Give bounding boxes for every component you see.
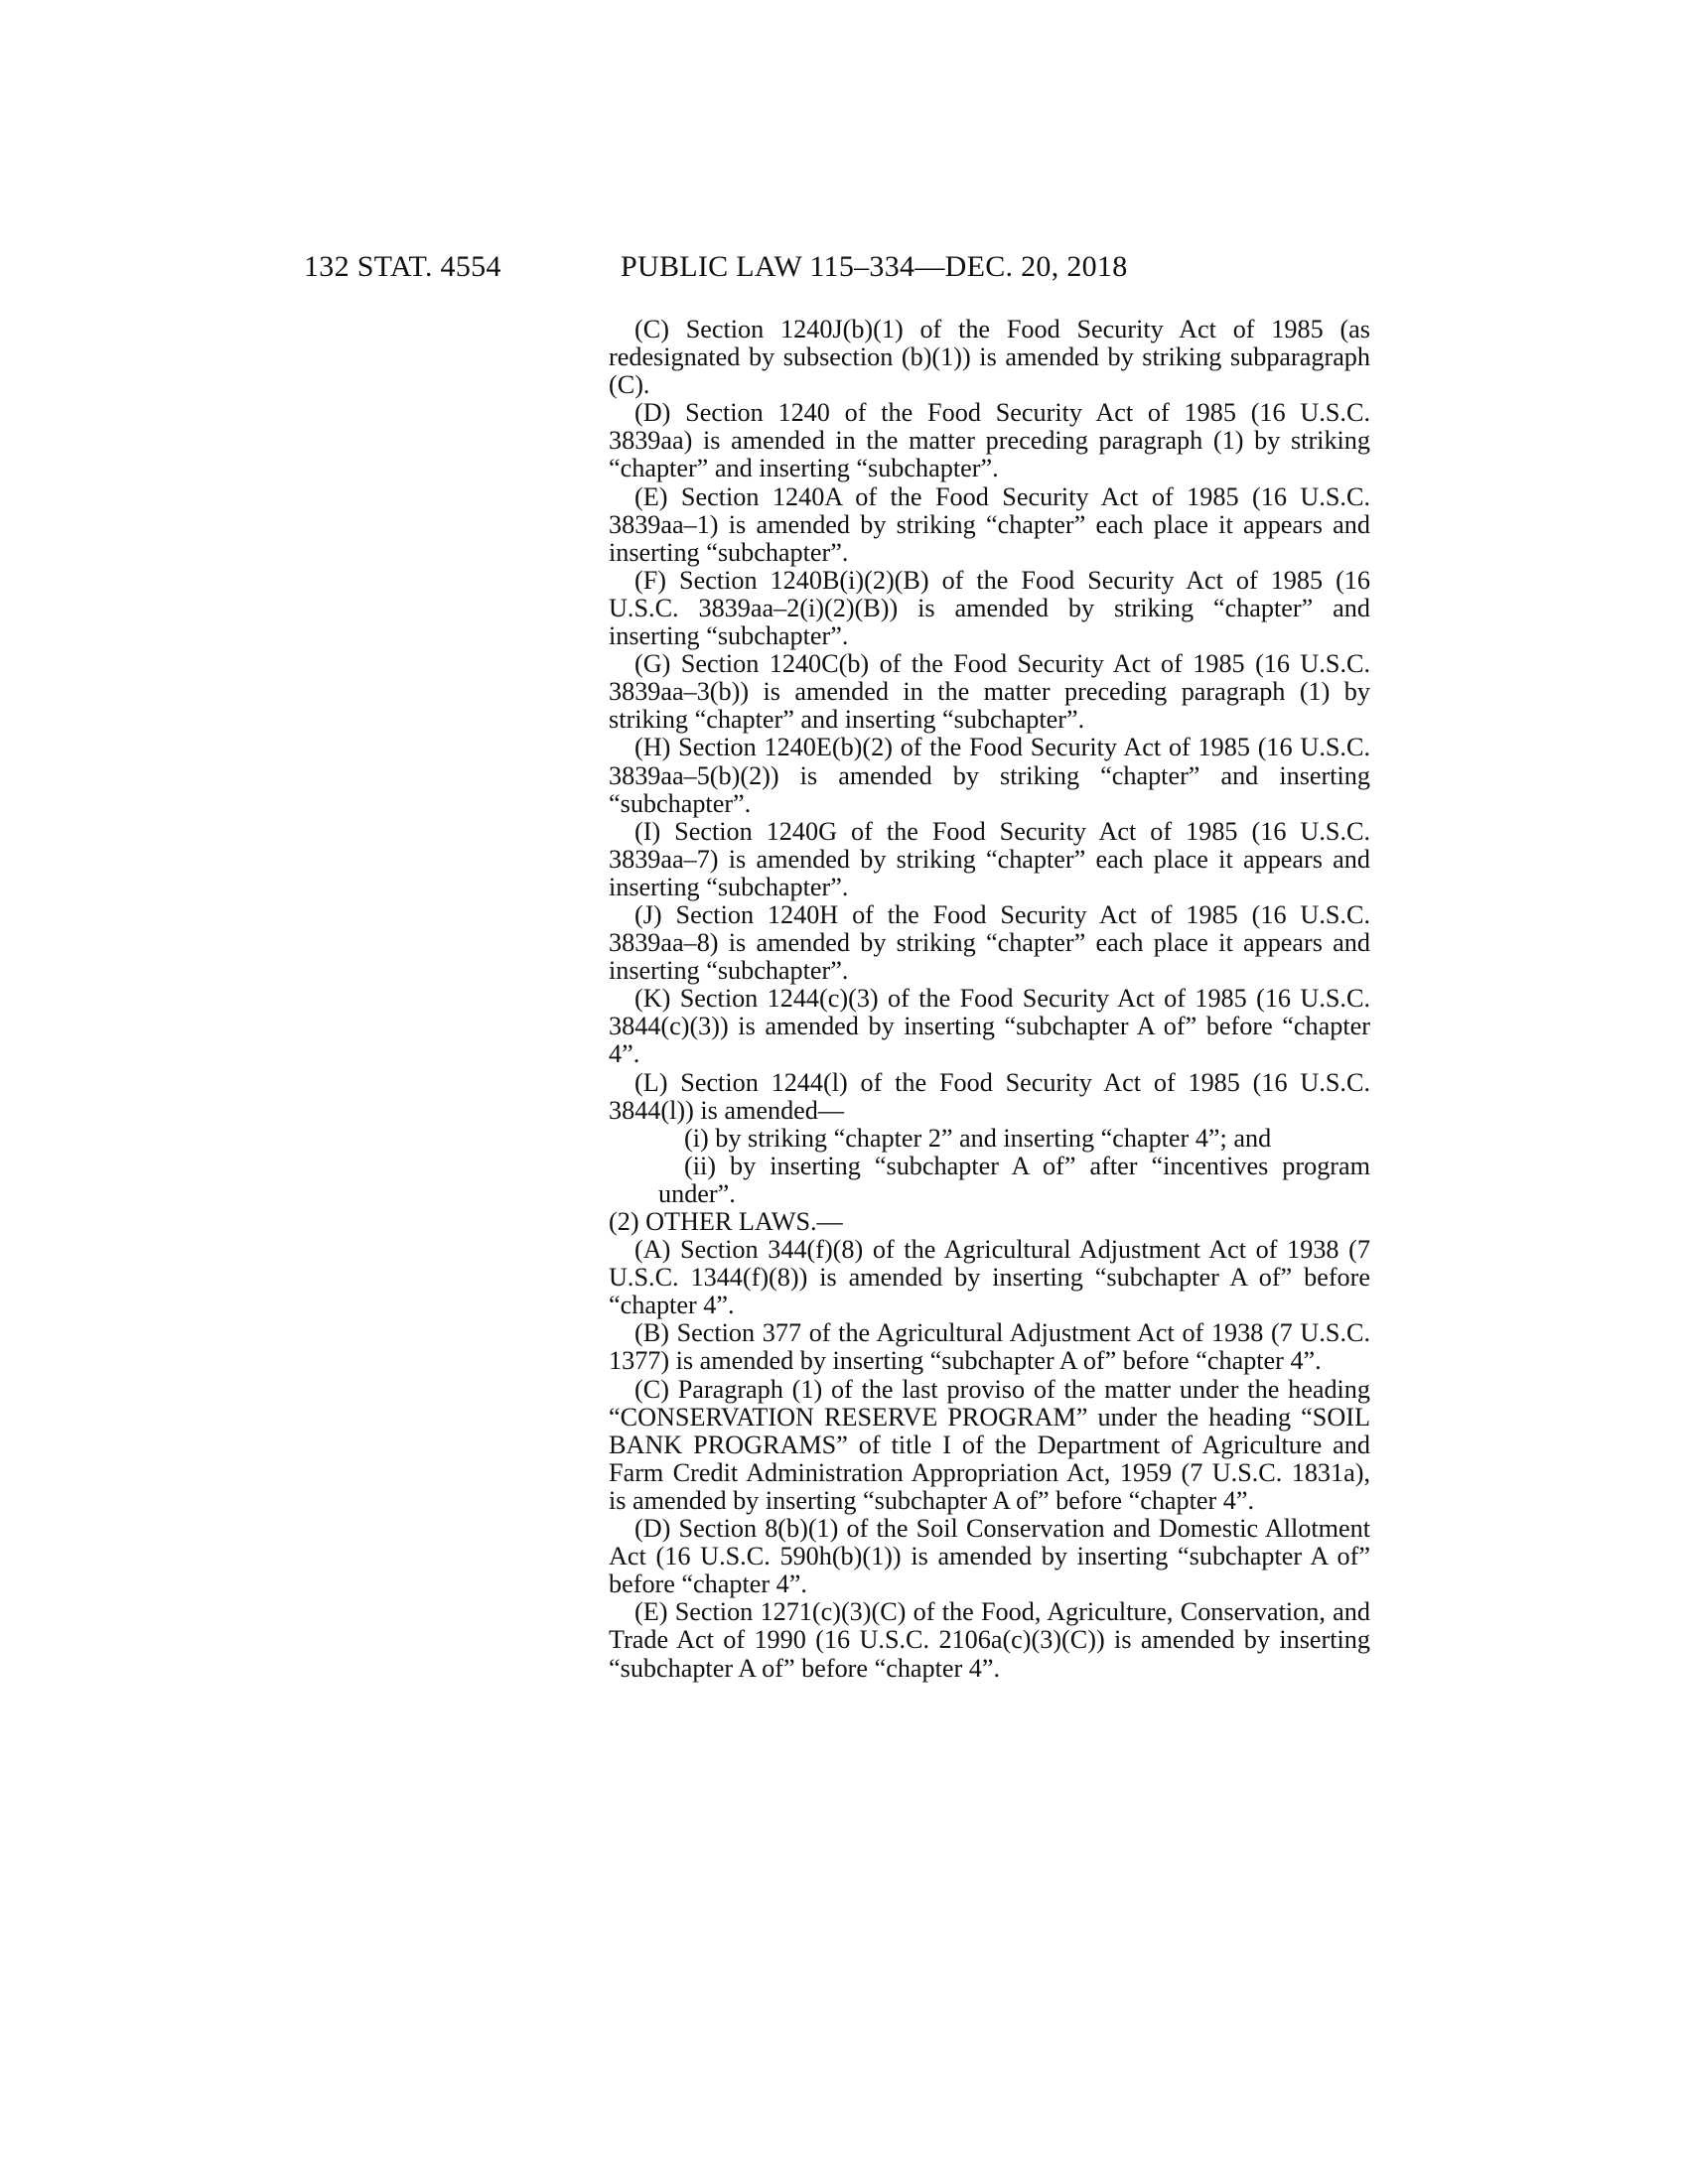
paragraph-i-1240g: (I) Section 1240G of the Food Security Act of 1985 (16 U.S.C. 3839aa–7) is amended by striking “chapter” each place it appears and inserting “subchapter”. (609, 816, 1370, 901)
paragraph-g-1240c: (G) Section 1240C(b) of the Food Security Act of 1985 (16 U.S.C. 3839aa–3(b)) is amended in the matter preceding paragraph (1) by striking “chapter” and inserting “subchapter”. (609, 649, 1370, 735)
clause-i: (i) by striking “chapter 2” and inserting “chapter 4”; and (684, 1123, 1272, 1153)
clause-ii: (ii) by inserting “subchapter A of” after “incentives program under”. (658, 1151, 1370, 1208)
statute-reference: 132 STAT. 4554 (304, 250, 501, 283)
body-text (609, 316, 1370, 1683)
paragraph-k-1244c: (K) Section 1244(c)(3) of the Food Security Act of 1985 (16 U.S.C. 3844(c)(3)) is amended by inserting “subchapter A of” before “chapter 4”. (609, 984, 1370, 1069)
paragraph-c-1240j: (C) Section 1240J(b)(1) of the Food Security Act of 1985 (as redesignated by subsection (b)(1)) is amended by striking subparagraph (C). (609, 315, 1370, 400)
paragraph-f-1240b: (F) Section 1240B(i)(2)(B) of the Food Security Act of 1985 (16 U.S.C. 3839aa–2(i)(2)(B)) is amended by striking “chapter” and inserting “subchapter”. (609, 565, 1370, 651)
paragraph-h-1240e: (H) Section 1240E(b)(2) of the Food Security Act of 1985 (16 U.S.C. 3839aa–5(b)(2)) is amended by striking “chapter” and inserting “subchapter”. (609, 733, 1370, 818)
paragraph-e-1240a: (E) Section 1240A of the Food Security Act of 1985 (16 U.S.C. 3839aa–1) is amended by striking “chapter” each place it appears and inserting “subchapter”. (609, 481, 1370, 567)
paragraph-c-soil-bank: (C) Paragraph (1) of the last proviso of the matter under the heading “CONSERVATION RESERVE PROGRAM” under the heading “SOIL BANK PROGRAMS” of title I of the Department of Agriculture and Farm Credit Administration Appropriation Act, 1959 (7 U.S.C. 1831a), is amended by inserting “subchapter A of” before “chapter 4”. (609, 1374, 1370, 1515)
paragraph-d-8b1: (D) Section 8(b)(1) of the Soil Conservation and Domestic Allotment Act (16 U.S.C. 590h(b)(1)) is amended by inserting “subchapter A of” before “chapter 4”. (609, 1514, 1370, 1599)
running-head: PUBLIC LAW 115–334—DEC. 20, 2018 (621, 250, 1128, 283)
paragraph-d-1240: (D) Section 1240 of the Food Security Act of 1985 (16 U.S.C. 3839aa) is amended in the matter preceding paragraph (1) by striking “chapter” and inserting “subchapter”. (609, 398, 1370, 483)
paragraph-b-377: (B) Section 377 of the Agricultural Adjustment Act of 1938 (7 U.S.C. 1377) is amended by inserting “subchapter A of” before “chapter 4”. (609, 1318, 1370, 1376)
paragraph-a-344f8: (A) Section 344(f)(8) of the Agricultural Adjustment Act of 1938 (7 U.S.C. 1344(f)(8)) is amended by inserting “subchapter A of” before “chapter 4”. (609, 1235, 1370, 1320)
paragraph-l-1244l: (L) Section 1244(l) of the Food Security Act of 1985 (16 U.S.C. 3844(l)) is amended— (609, 1067, 1370, 1125)
paragraph-j-1240h: (J) Section 1240H of the Food Security Act of 1985 (16 U.S.C. 3839aa–8) is amended by striking “chapter” each place it appears and inserting “subchapter”. (609, 899, 1370, 986)
heading-other-laws: (2) OTHER LAWS.— (609, 1207, 843, 1236)
paragraph-e-1271c3c: (E) Section 1271(c)(3)(C) of the Food, Agriculture, Conservation, and Trade Act of 1990 (16 U.S.C. 2106a(c)(3)(C)) is amended by inserting “subchapter A of” before “chapter 4”. (609, 1597, 1370, 1683)
page-header (0, 250, 1688, 290)
